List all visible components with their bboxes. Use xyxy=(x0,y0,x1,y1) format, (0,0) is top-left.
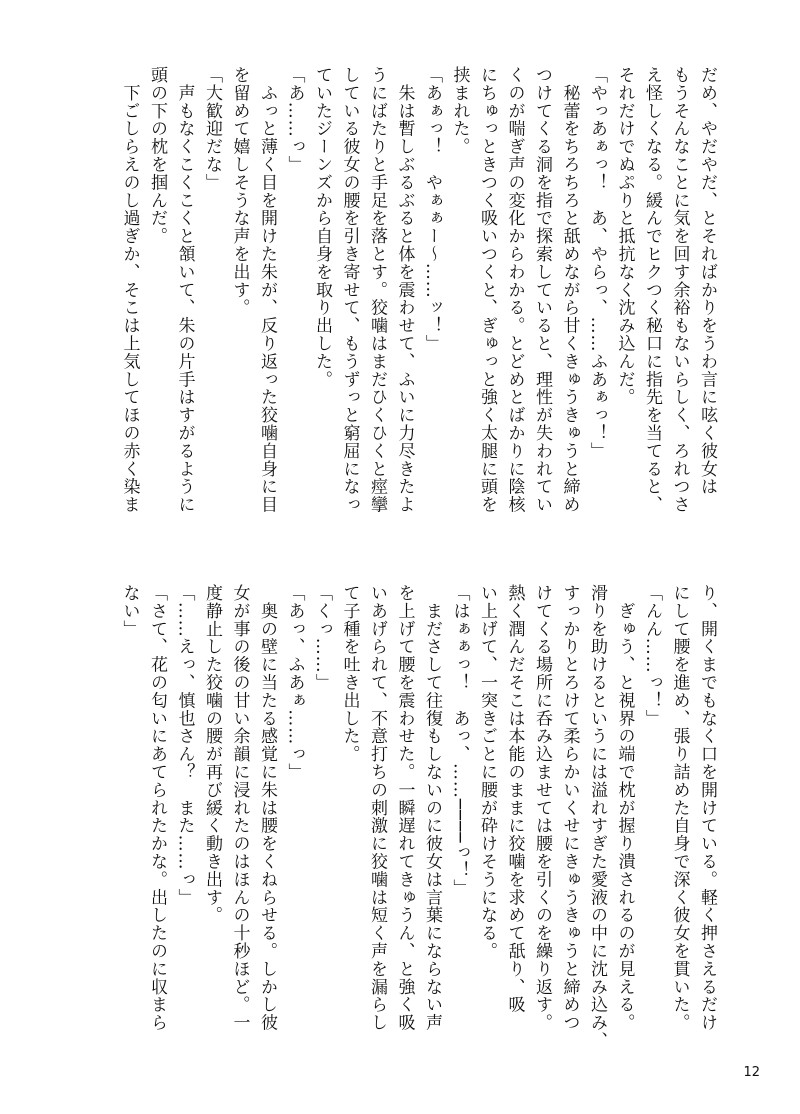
text-line: ふっと薄く目を開けた朱が、反り返った狡噛自身に目 xyxy=(257,66,277,514)
page-number: 12 xyxy=(743,1065,760,1080)
text-line: 下ごしらえのし過ぎか、そこは上気してほの赤く染ま xyxy=(119,66,140,514)
text-line: 「あっ、ふあぁ……っ」 xyxy=(284,584,305,781)
text-line: 滑りを助けるというには溢れすぎた愛液の中に沈み込み、 xyxy=(587,584,607,1050)
text-line: いあげられて、不意打ちの刺激に狡噛は短く声を漏らし xyxy=(367,584,387,1032)
text-line: 声もなくこくこくと頷いて、朱の片手はすがるように xyxy=(174,66,195,514)
text-line: くのが喘ぎ声の変化からわかる。とどめとばかりに陰核 xyxy=(504,66,525,514)
text-line: 頭の下の枕を掴んだ。 xyxy=(147,66,167,245)
text-line: 奥の壁に当たる感覚に朱は腰をくねらせる。しかし彼 xyxy=(257,584,277,1032)
text-line: けてくる場所に呑み込ませては腰を引くのを繰り返す。 xyxy=(532,584,552,1032)
text-line: している彼女の腰を引き寄せて、もうずっと窮屈になっ xyxy=(339,66,360,514)
text-line: うにばたりと手足を落とす。狡噛はまだひくひくと痙攣 xyxy=(367,66,387,514)
text-line: 「大歓迎だな」 xyxy=(202,66,222,192)
text-line: もうそんなことに気を回す余裕もないらしく、ろれつさ xyxy=(669,66,690,514)
text-line: にちゅっときつく吸いつくと、ぎゅっと強く太腿に頭を xyxy=(477,66,497,514)
text-line: まださして往復もしないのに彼女は言葉にならない声 xyxy=(422,584,442,1032)
text-line: つけてくる洞を指で探索していると、理性が失われてい xyxy=(532,66,552,514)
text-line: を留めて嬉しそうな声を出す。 xyxy=(229,66,250,317)
text-line: 「さて、花の匂いにあてられたかな。出したのに収まら xyxy=(147,584,167,1032)
text-line: ぎゅう、と視界の端で枕が握り潰されるのが見える。 xyxy=(614,584,635,1032)
text-line: 「くっ……」 xyxy=(312,584,332,692)
text-line: 秘蕾をちろちろと舐めながら甘くきゅうきゅうと締め xyxy=(559,66,580,514)
text-line: て子種を吐き出した。 xyxy=(339,584,360,763)
text-line: にして腰を進め、張り詰めた自身で深く彼女を貫いた。 xyxy=(669,584,690,1032)
text-line: すっかりとろけて柔らかいくせにきゅうきゅうと締めつ xyxy=(559,584,580,1032)
text-line: 「やっあぁっ！ あ、やらっ、……ふあぁっ！」 xyxy=(587,66,607,460)
text-line: い上げて、一突きごとに腰が砕けそうになる。 xyxy=(477,584,497,960)
text-line: 「……えっ、慎也さん？ また……っ」 xyxy=(174,584,195,907)
text-line: え怪しくなる。緩んでヒクつく秘口に指先を当てると、 xyxy=(642,66,662,514)
text-line: 「あ……っ」 xyxy=(284,66,305,174)
text-line: 朱は暫しぶるぶると体を震わせて、ふいに力尽きたよ xyxy=(394,66,415,514)
text-line: を上げて腰を震わせた。一瞬遅れてきゅうん、と強く吸 xyxy=(394,584,415,1032)
text-line: 挟まれた。 xyxy=(449,66,470,156)
text-line: 「んん……っ！」 xyxy=(642,584,662,728)
text-block-upper xyxy=(95,66,720,558)
text-line: ない」 xyxy=(119,584,140,638)
text-line: 「あぁっ！ やぁぁー〜……ッ！」 xyxy=(422,66,442,353)
text-line: それだけでぬぷりと抵抗なく沈み込んだ。 xyxy=(614,66,635,407)
text-line: 「はぁぁっ！ あっ、……────っ！」 xyxy=(449,584,470,898)
text-line: だめ、やだやだ、とそればかりをうわ言に呟く彼女は xyxy=(697,66,717,496)
text-line: 女が事の後の甘い余韻に浸れたのはほんの十秒ほど。一 xyxy=(229,584,250,1032)
text-line: 度静止した狡噛の腰が再び緩く動き出す。 xyxy=(202,584,222,925)
text-line: ていたジーンズから自身を取り出した。 xyxy=(312,66,332,389)
text-line: り、開くまでもなく口を開けている。軽く押さえるだけ xyxy=(697,584,717,1032)
text-line: 熱く潤んだそこは本能のままに狡噛を求めて舐り、吸 xyxy=(504,584,525,1014)
text-block-lower xyxy=(107,584,720,1074)
